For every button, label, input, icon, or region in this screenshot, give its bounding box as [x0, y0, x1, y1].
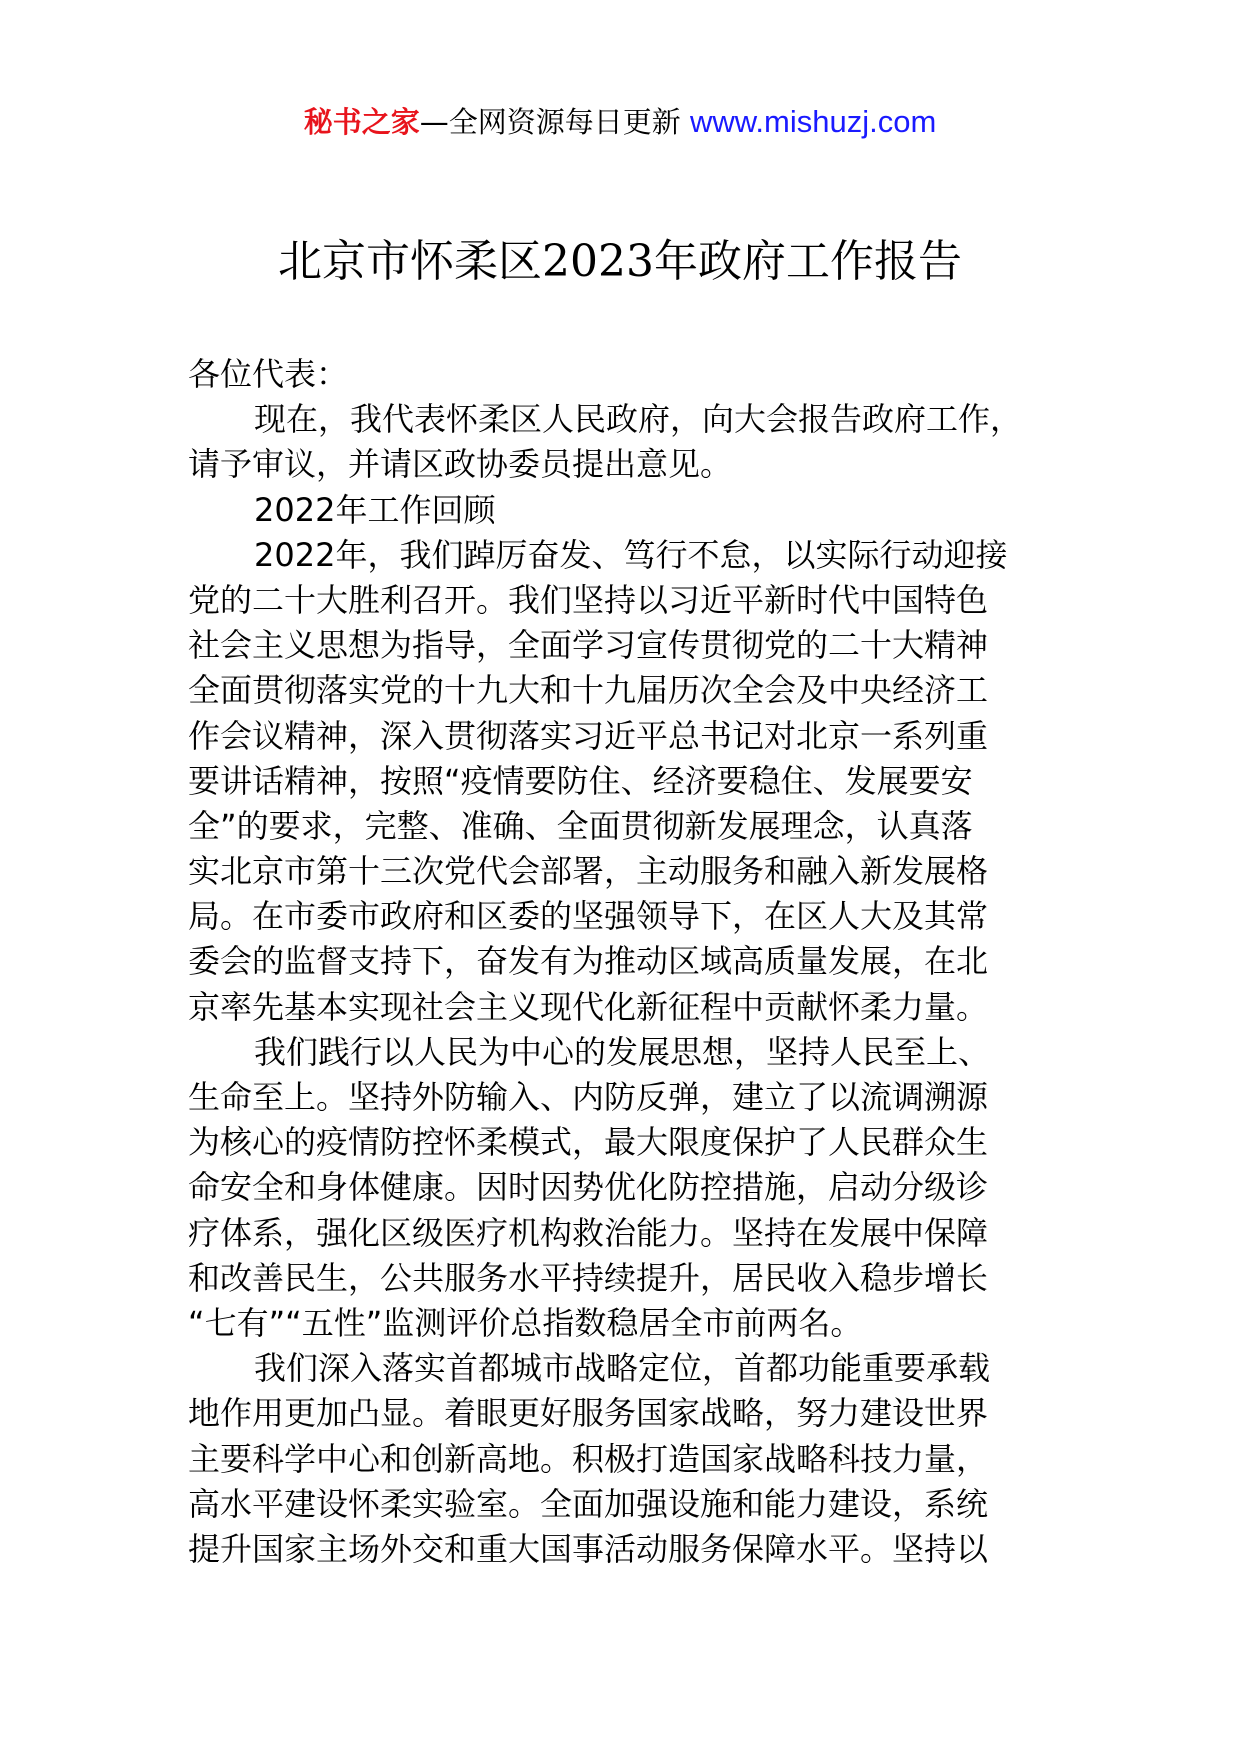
body-text-line: 为核心的疫情防控怀柔模式，最大限度保护了人民群众生 — [188, 1123, 989, 1162]
body-text-line: 全面贯彻落实党的十九大和十九届历次全会及中央经济工 — [188, 671, 989, 710]
site-url-link[interactable]: www.mishuzj.com — [689, 104, 937, 139]
body-text-line: 要讲话精神，按照“疫情要防住、经济要稳住、发展要安 — [188, 761, 973, 800]
body-text-line: 社会主义思想为指导，全面学习宣传贯彻党的二十大精神 — [188, 626, 989, 665]
body-text-line: 全”的要求，完整、准确、全面贯彻新发展理念，认真落 — [188, 806, 973, 845]
body-text-line: 党的二十大胜利召开。我们坚持以习近平新时代中国特色 — [188, 580, 989, 619]
body-text-line: 和改善民生，公共服务水平持续提升，居民收入稳步增长 — [188, 1258, 989, 1297]
body-text-line: 我们践行以人民为中心的发展思想，坚持人民至上、 — [254, 1032, 991, 1071]
body-text-line: 地作用更加凸显。着眼更好服务国家战略，努力建设世界 — [188, 1394, 989, 1433]
body-text-line: 各位代表： — [188, 355, 349, 393]
body-text-line: 主要科学中心和创新高地。积极打造国家战略科技力量， — [188, 1439, 989, 1478]
body-text-line: 命安全和身体健康。因时因势优化防控措施，启动分级诊 — [188, 1168, 989, 1207]
body-text-line: 实北京市第十三次党代会部署，主动服务和融入新发展格 — [188, 852, 989, 891]
document-title: 北京市怀柔区2023年政府工作报告 — [278, 236, 962, 287]
body-text-line: 疗体系，强化区级医疗机构救治能力。坚持在发展中保障 — [188, 1213, 989, 1252]
body-text-line: “七有”“五性”监测评价总指数稳居全市前两名。 — [188, 1303, 863, 1342]
brand-name: 秘书之家 — [303, 105, 420, 139]
site-header — [0, 102, 1240, 142]
body-text-line: 提升国家主场外交和重大国事活动服务保障水平。坚持以 — [188, 1529, 989, 1568]
header-tagline: —全网资源每日更新 — [419, 105, 681, 139]
body-text-line: 高水平建设怀柔实验室。全面加强设施和能力建设，系统 — [188, 1484, 989, 1523]
body-text-line: 局。在市委市政府和区委的坚强领导下，在区人大及其常 — [188, 897, 989, 936]
body-text-line: 现在，我代表怀柔区人民政府，向大会报告政府工作， — [254, 400, 1023, 439]
body-text-line: 2022年工作回顾 — [254, 490, 496, 529]
body-text-line: 作会议精神，深入贯彻落实习近平总书记对北京一系列重 — [188, 716, 989, 755]
body-text-line: 生命至上。坚持外防输入、内防反弹，建立了以流调溯源 — [188, 1078, 989, 1116]
document-body — [188, 352, 1068, 1572]
body-text-line: 委会的监督支持下，奋发有为推动区域高质量发展，在北 — [188, 942, 989, 981]
body-text-line: 我们深入落实首都城市战略定位，首都功能重要承载 — [254, 1349, 991, 1388]
body-text-line: 请予审议，并请区政协委员提出意见。 — [188, 445, 733, 484]
body-text-line: 京率先基本实现社会主义现代化新征程中贡献怀柔力量。 — [188, 987, 989, 1026]
body-text-line: 2022年，我们踔厉奋发、笃行不怠，以实际行动迎接 — [254, 535, 1008, 574]
